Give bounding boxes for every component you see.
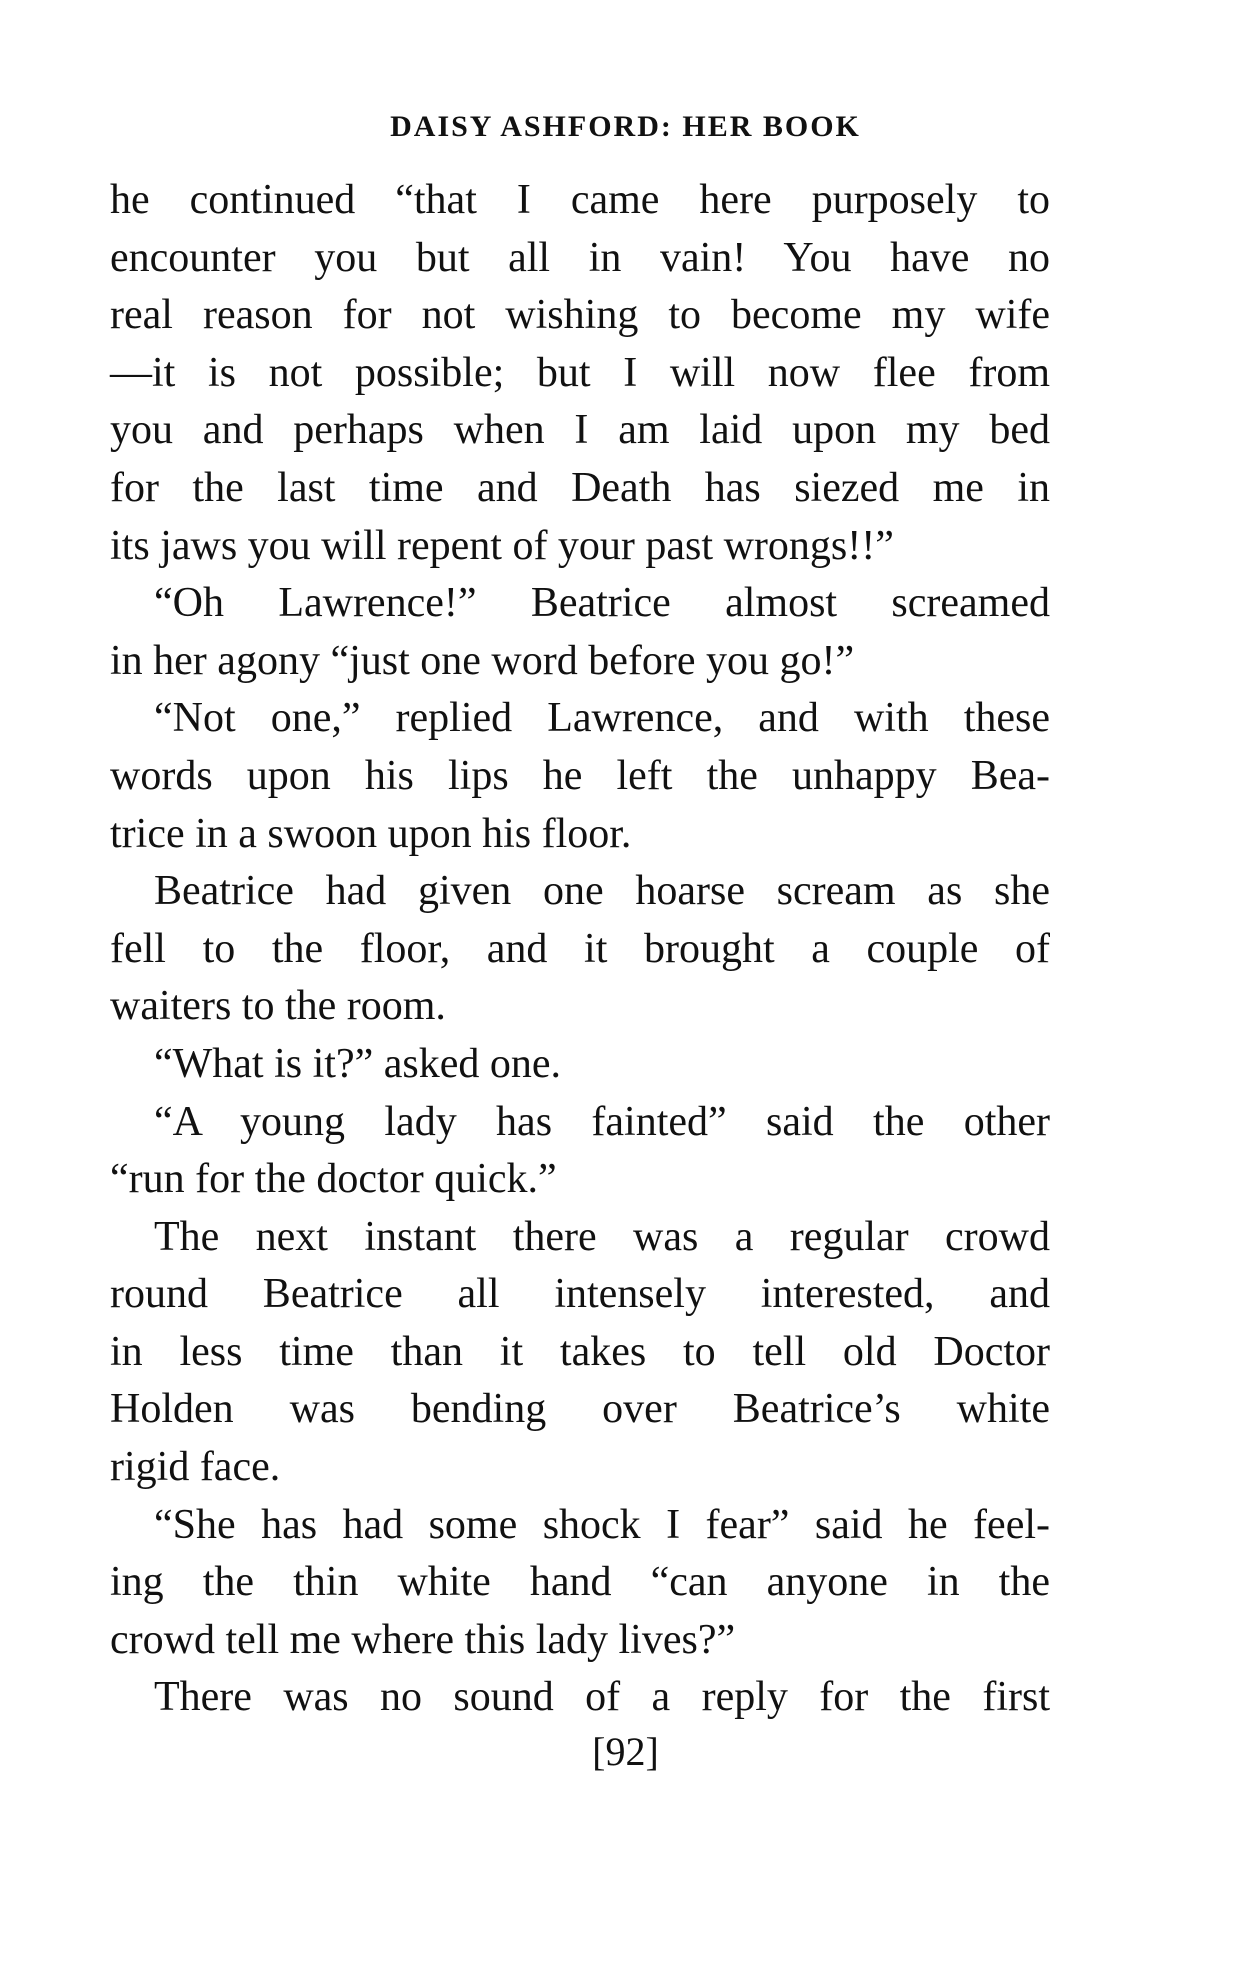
text-line: “She has had some shock I fear” said he feel- [154,1501,1050,1548]
text-line: “Oh Lawrence!” Beatrice almost screamed [154,580,1050,627]
text-line: in her agony “just one word before you go!” [110,637,855,684]
text-line: fell to the floor, and it brought a couple of [110,925,1050,972]
text-line: crowd tell me where this lady lives?” [110,1616,736,1663]
text-line: trice in a swoon upon his floor. [110,810,632,857]
text-line: There was no sound of a reply for the first [154,1674,1050,1721]
text-line: rigid face. [110,1444,281,1491]
text-line: “Not one,” replied Lawrence, and with these [154,695,1050,742]
text-line: The next instant there was a regular crowd [154,1213,1050,1260]
body-text [110,172,1050,1727]
page-number: [92] [592,1729,659,1774]
text-line: for the last time and Death has siezed me in [110,464,1050,511]
text-line: ing the thin white hand “can anyone in the [110,1559,1050,1606]
text-line: he continued “that I came here purposely to [110,177,1050,223]
text-line: words upon his lips he left the unhappy Bea- [110,752,1050,799]
running-head: DAISY ASHFORD: HER BOOK [390,110,861,143]
text-line: Holden was bending over Beatrice’s white [110,1386,1050,1433]
text-line: —it is not possible; but I will now flee from [110,349,1050,396]
text-line: you and perhaps when I am laid upon my bed [110,407,1050,454]
text-line: in less time than it takes to tell old Doctor [110,1328,1050,1375]
text-line: encounter you but all in vain! You have no [110,234,1050,281]
text-line: “A young lady has fainted” said the other [154,1098,1050,1145]
text-line: waiters to the room. [110,983,446,1030]
text-line: real reason for not wishing to become my wife [110,292,1050,339]
text-line: its jaws you will repent of your past wrongs!!” [110,522,894,569]
text-line: “run for the doctor quick.” [110,1156,557,1203]
text-line: Beatrice had given one hoarse scream as she [154,868,1050,915]
text-line: round Beatrice all intensely interested, and [110,1271,1050,1318]
text-line: “What is it?” asked one. [154,1040,561,1087]
